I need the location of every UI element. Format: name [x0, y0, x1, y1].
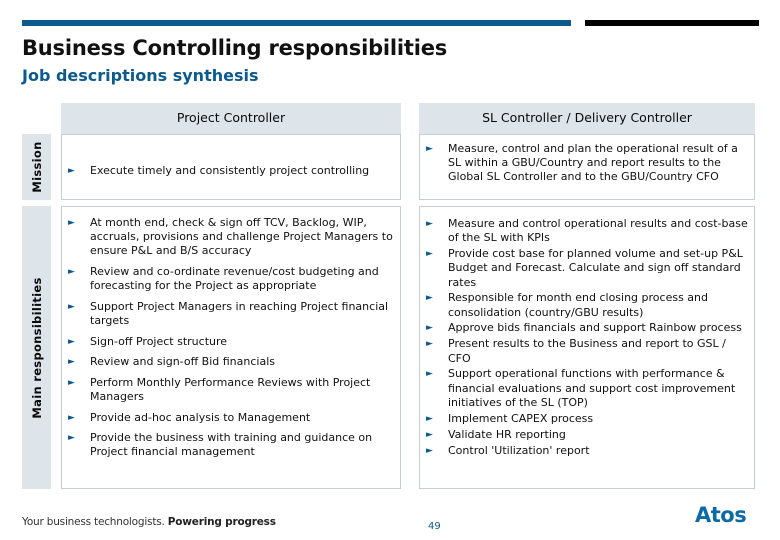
sl-controller-main-list	[422, 217, 750, 459]
list-item	[422, 217, 750, 245]
bullet-arrow-icon: ►	[68, 433, 75, 444]
bullet-arrow-icon: ►	[68, 336, 75, 347]
list-item-text: Present results to the Business and report to GSL / CFO	[448, 337, 726, 365]
sl-controller-mission-list	[422, 142, 750, 185]
list-item	[64, 300, 398, 328]
bullet-arrow-icon: ►	[426, 339, 433, 350]
top-accent-bar-black	[585, 20, 759, 26]
bullet-arrow-icon: ►	[68, 412, 75, 423]
list-item-text: Validate HR reporting	[448, 427, 566, 441]
list-item-text: Responsible for month end closing process and consolidation (country/GBU results)	[448, 291, 708, 319]
bullet-arrow-icon: ►	[426, 369, 433, 380]
list-item	[64, 335, 398, 349]
list-item	[64, 431, 398, 459]
list-item	[64, 164, 398, 178]
list-item-text: Control 'Utilization' report	[448, 443, 590, 457]
list-item-text: Support operational functions with performance & financial evaluations and support cost improvement initiatives of the SL (TOP)	[448, 367, 736, 409]
list-item	[64, 355, 398, 369]
page-subtitle: Job descriptions synthesis	[22, 66, 259, 85]
bullet-arrow-icon: ►	[68, 357, 75, 368]
list-item	[64, 265, 398, 293]
list-item-text: Sign-off Project structure	[90, 334, 228, 348]
list-item-text: Support Project Managers in reaching Project financial targets	[90, 299, 389, 327]
footer-tagline-regular: Your business technologists.	[22, 516, 168, 528]
list-item-text: Provide the business with training and guidance on Project financial management	[90, 431, 373, 459]
list-item-text: Review and co-ordinate revenue/cost budgeting and forecasting for the Project as appropriate	[90, 265, 379, 293]
bullet-arrow-icon: ►	[68, 218, 75, 228]
list-item-text: Provide cost base for planned volume and set-up P&L Budget and Forecast. Calculate and sign off standard rates	[448, 247, 743, 289]
list-item	[422, 247, 750, 290]
bullet-arrow-icon: ►	[68, 301, 75, 312]
project-controller-mission-list	[64, 164, 398, 178]
list-item-text: Provide ad-hoc analysis to Management	[90, 410, 311, 424]
page-title: Business Controlling responsibilities	[22, 36, 448, 60]
bullet-arrow-icon: ►	[426, 323, 433, 334]
list-item	[64, 411, 398, 425]
column-header-project-controller: Project Controller	[61, 103, 401, 134]
footer-tagline-bold: Powering progress	[167, 516, 276, 528]
list-item-text: Implement CAPEX process	[448, 411, 594, 425]
list-item	[422, 321, 750, 335]
list-item-text: Perform Monthly Performance Reviews with Project Managers	[90, 375, 371, 403]
bullet-arrow-icon: ►	[426, 413, 433, 424]
list-item	[422, 412, 750, 426]
list-item	[422, 444, 750, 458]
row-label-mission-text: Mission	[29, 141, 44, 193]
list-item-text: Execute timely and consistently project controlling	[90, 164, 370, 177]
row-label-main-text: Main responsibilities	[29, 276, 44, 419]
atos-logo: Atos	[695, 503, 747, 527]
list-item	[422, 142, 750, 185]
list-item-text: Review and sign-off Bid financials	[90, 355, 275, 369]
top-accent-bar-blue	[22, 20, 571, 26]
row-label-mission	[22, 134, 51, 200]
bullet-arrow-icon: ►	[68, 267, 75, 277]
list-item	[422, 367, 750, 410]
footer-tagline	[22, 516, 276, 528]
bullet-arrow-icon: ►	[426, 429, 433, 440]
list-item-text: Measure and control operational results and cost-base of the SL with KPIs	[448, 217, 748, 245]
bullet-arrow-icon: ►	[426, 144, 433, 154]
list-item-text: At month end, check & sign off TCV, Backlog, WIP, accruals, provisions and challenge Project Managers to ensure P&L and B/S accuracy	[90, 216, 393, 258]
column-header-sl-controller: SL Controller / Delivery Controller	[419, 103, 755, 134]
list-item	[422, 337, 750, 365]
list-item-text: Measure, control and plan the operational result of a SL within a GBU/Country and report results to the Global SL Controller and to the GBU/Country CFO	[448, 142, 738, 184]
bullet-arrow-icon: ►	[68, 166, 75, 176]
list-item	[64, 376, 398, 404]
bullet-arrow-icon: ►	[426, 293, 433, 304]
list-item	[422, 428, 750, 442]
list-item-text: Approve bids financials and support Rainbow process	[448, 321, 742, 335]
list-item	[64, 216, 398, 259]
bullet-arrow-icon: ►	[426, 219, 433, 229]
bullet-arrow-icon: ►	[68, 377, 75, 388]
row-label-main-responsibilities	[22, 206, 51, 489]
list-item	[422, 291, 750, 319]
bullet-arrow-icon: ►	[426, 249, 433, 260]
page-number: 49	[428, 521, 441, 532]
project-controller-main-list	[64, 216, 398, 466]
bullet-arrow-icon: ►	[426, 445, 433, 456]
